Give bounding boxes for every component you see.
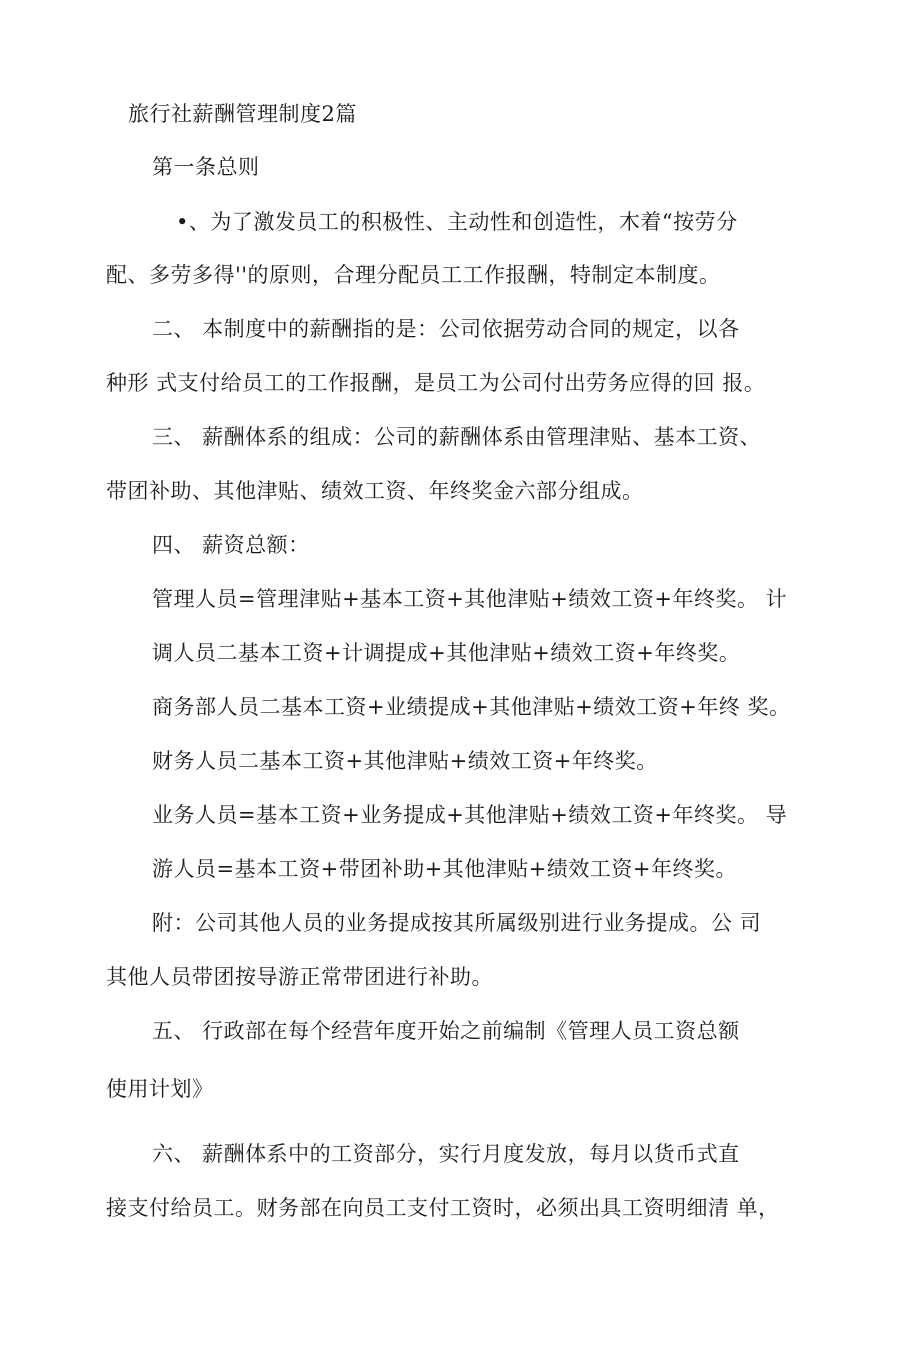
paragraph-line: •、为了激发员工的积极性、主动性和创造性，木着“按劳分 bbox=[176, 210, 738, 234]
paragraph-line: 业务人员=基本工资+业务提成+其他津贴+绩效工资+年终奖。 导 bbox=[152, 803, 788, 827]
paragraph-line: 配、多劳多得''的原则，合理分配员工工作报酬，特制定本制度。 bbox=[106, 263, 721, 287]
paragraph-line: 六、 薪酬体系中的工资部分，实行月度发放，每月以货币式直 bbox=[152, 1142, 740, 1166]
document-title: 旅行社薪酬管理制度2篇 bbox=[128, 102, 357, 126]
paragraph-line: 其他人员带团按导游正常带团进行补助。 bbox=[106, 965, 493, 989]
paragraph-line: 种形 式支付给员工的工作报酬，是员工为公司付出劳务应得的回 报。 bbox=[106, 371, 766, 395]
paragraph-line: 商务部人员二基本工资+业绩提成+其他津贴+绩效工资+年终 奖。 bbox=[152, 695, 791, 719]
paragraph-line: 二、 本制度中的薪酬指的是：公司依据劳动合同的规定，以各 bbox=[152, 317, 740, 341]
paragraph-line: 四、 薪资总额： bbox=[152, 533, 310, 557]
paragraph-line: 使用计划》 bbox=[106, 1077, 214, 1101]
paragraph-line: 带团补助、其他津贴、绩效工资、年终奖金六部分组成。 bbox=[106, 479, 644, 503]
paragraph-line: 游人员=基本工资+带团补助+其他津贴+绩效工资+年终奖。 bbox=[152, 857, 737, 881]
paragraph-line: 调人员二基本工资+计调提成+其他津贴+绩效工资+年终奖。 bbox=[152, 641, 741, 665]
paragraph-line: 接支付给员工。财务部在向员工支付工资时，必须出具工资明细清 单， bbox=[106, 1196, 780, 1220]
paragraph-line: 附：公司其他人员的业务提成按其所属级别进行业务提成。公 司 bbox=[152, 911, 762, 935]
paragraph-line: 三、 薪酬体系的组成：公司的薪酬体系由管理津贴、基本工资、 bbox=[152, 425, 762, 449]
paragraph-line: 管理人员=管理津贴+基本工资+其他津贴+绩效工资+年终奖。 计 bbox=[152, 587, 788, 611]
section-heading: 第一条总则 bbox=[152, 155, 260, 179]
paragraph-line: 财务人员二基本工资+其他津贴+绩效工资+年终奖。 bbox=[152, 749, 658, 773]
paragraph-line: 五、 行政部在每个经营年度开始之前编制《管理人员工资总额 bbox=[152, 1019, 740, 1043]
